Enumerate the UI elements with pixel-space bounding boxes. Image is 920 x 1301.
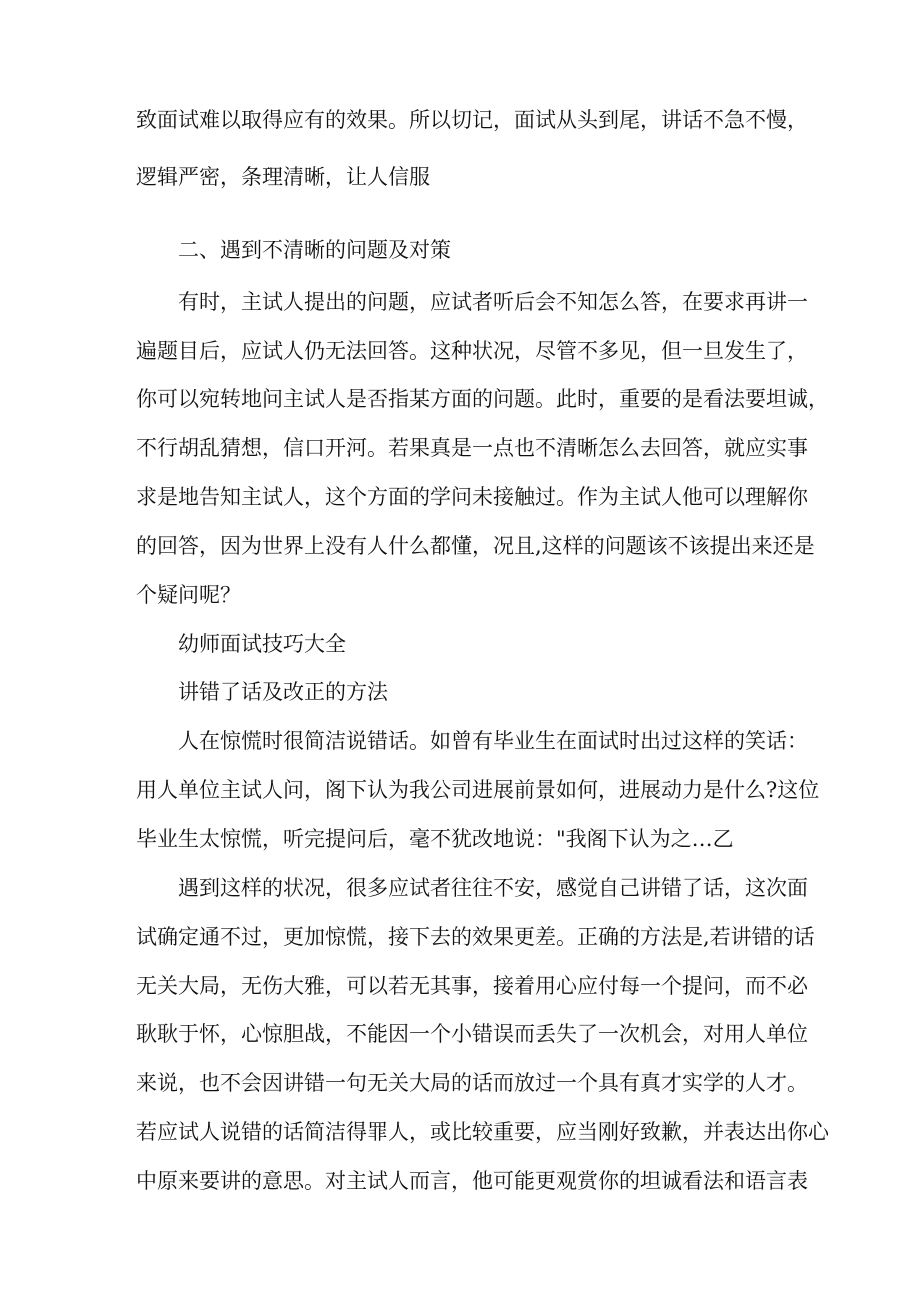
- text-line: 毕业生太惊慌，听完提问后，毫不犹改地说："我阁下认为之…乙: [136, 827, 734, 851]
- text-line: 用人单位主试人问，阁下认为我公司进展前景如何，进展动力是什么?这位: [136, 778, 820, 802]
- text-line: 个疑问呢？: [136, 583, 241, 607]
- text-line: 中原来要讲的意思。对主试人而言，他可能更观赏你的坦诚看法和语言表: [136, 1169, 808, 1193]
- text-line: 来说，也不会因讲错一句无关大局的话而放过一个具有真才实学的人才。: [136, 1071, 808, 1095]
- section-heading: 幼师面试技巧大全: [178, 632, 346, 656]
- text-line: 遇到这样的状况，很多应试者往往不安，感觉自己讲错了话，这次面: [178, 876, 808, 900]
- text-line: 有时，主试人提出的问题，应试者听后会不知怎么答，在要求再讲一: [178, 290, 808, 314]
- text-line: 逻辑严密，条理清晰，让人信服: [136, 165, 430, 189]
- text-line: 不行胡乱猜想，信口开河。若果真是一点也不清晰怎么去回答，就应实事: [136, 436, 808, 460]
- text-line: 求是地告知主试人，这个方面的学问未接触过。作为主试人他可以理解你: [136, 485, 808, 509]
- text-line: 的回答，因为世界上没有人什么都懂，况且,这样的问题该不该提出来还是: [136, 534, 815, 558]
- text-line: 无关大局，无伤大雅，可以若无其事，接着用心应付每一个提问，而不必: [136, 974, 808, 998]
- text-line: 若应试人说错的话简洁得罪人，或比较重要，应当刚好致歉，并表达出你心: [136, 1120, 829, 1144]
- text-line: 人在惊慌时很简洁说错话。如曾有毕业生在面试时出过这样的笑话：: [178, 729, 808, 753]
- text-line: 你可以宛转地问主试人是否指某方面的问题。此时，重要的是看法要坦诚，: [136, 387, 829, 411]
- text-line: 致面试难以取得应有的效果。所以切记，面试从头到尾，讲话不急不慢，: [136, 108, 808, 132]
- section-heading: 二、遇到不清晰的问题及对策: [178, 238, 451, 262]
- text-line: 试确定通不过，更加惊慌，接下去的效果更差。正确的方法是,若讲错的话: [136, 925, 815, 949]
- text-line: 遍题目后，应试人仍无法回答。这种状况，尽管不多见，但一旦发生了，: [136, 339, 808, 363]
- text-line: 耿耿于怀，心惊胆战，不能因一个小错误而丢失了一次机会，对用人单位: [136, 1022, 808, 1046]
- section-heading: 讲错了话及改正的方法: [178, 680, 388, 704]
